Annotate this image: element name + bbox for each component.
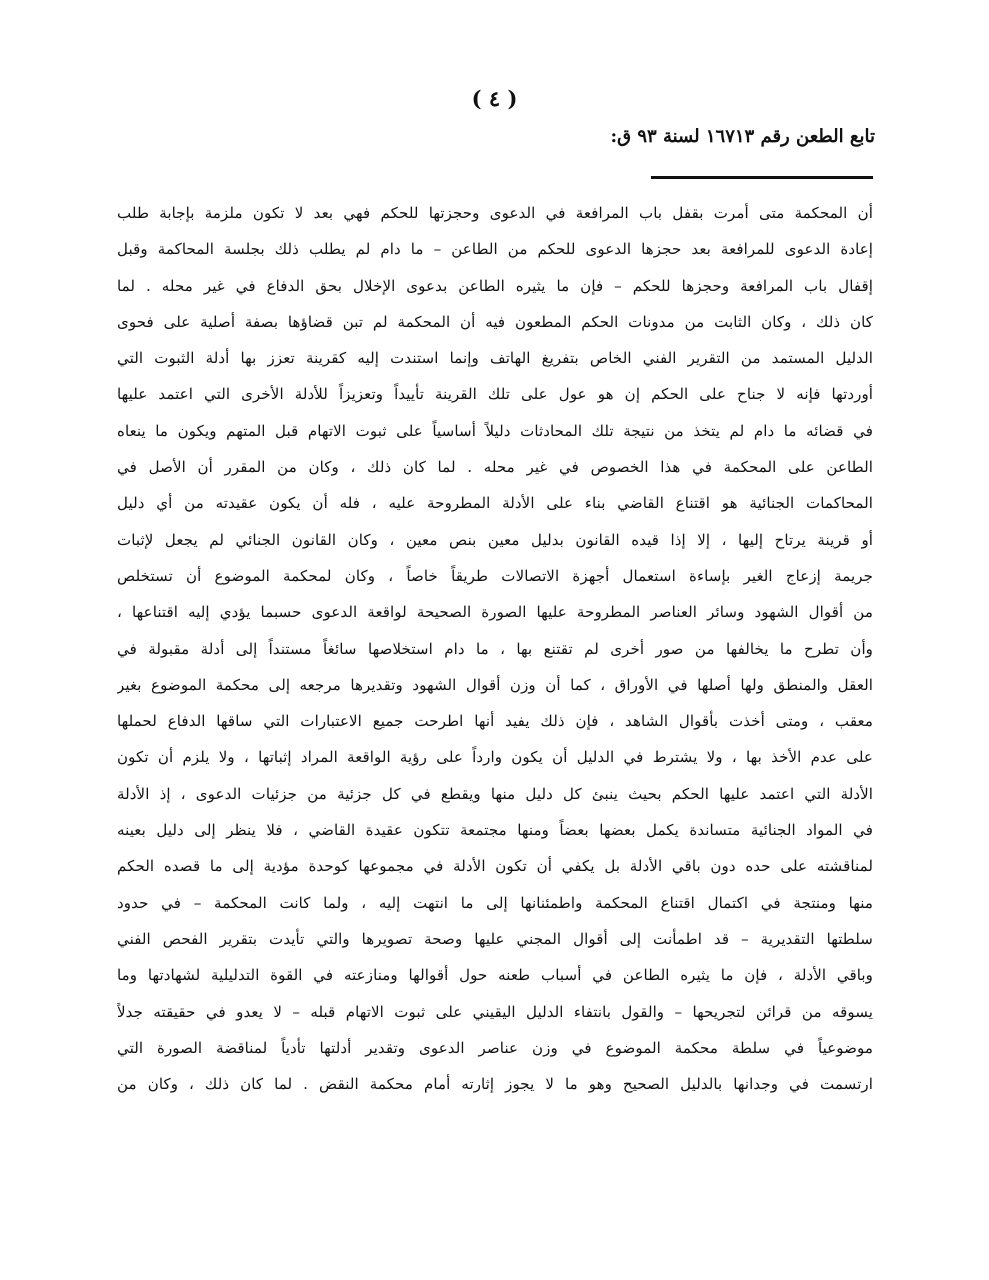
text-line: موضوعياً في سلطة محكمة الموضوع في وزن عناصر الدعوى وتقدير أدلتها تأدياً لمناقضة الصورة التي bbox=[117, 1038, 873, 1057]
text-line: الدليل المستمد من التقرير الفني الخاص بتفريغ الهاتف وإنما استندت إليه كقرينة تعزز بها أدلة الثبوت التي bbox=[117, 349, 873, 368]
text-line: سلطتها التقديرية – قد اطمأنت إلى أقوال المجني عليها وصحة تصويرها والتي تأيدت بتقرير الفحص الفني bbox=[117, 929, 873, 948]
text-line: وباقي الأدلة ، فإن ما يثيره الطاعن في أسباب طعنه حول أقوالها ومنازعته في القوة التدليلية لشهادتها وما bbox=[117, 966, 873, 985]
text-line: كان ذلك ، وكان الثابت من مدونات الحكم المطعون فيه أن المحكمة لم تبن قضاؤها بصفة أصلية على فحوى bbox=[117, 312, 873, 331]
case-heading: تابع الطعن رقم ١٦٧١٣ لسنة ٩٣ ق: bbox=[610, 126, 875, 147]
text-line: لمناقشته على حده دون باقي الأدلة بل يكفي أن تكون الأدلة في مجموعها كوحدة مؤدية إلى ما قصده الحكم bbox=[117, 857, 873, 876]
text-line: في المواد الجنائية متساندة يكمل بعضها بعضاً ومنها مجتمعة تتكون عقيدة القاضي ، فلا ينظر إلى دليل بعينه bbox=[117, 821, 873, 840]
text-line: في قضائه ما دام لم يتخذ من نتيجة تلك المحادثات دليلاً أساسياً على ثبوت الاتهام قبل المتهم ويكون ما ينعاه bbox=[117, 421, 873, 440]
heading-underline bbox=[651, 176, 873, 179]
text-line: من أقوال الشهود وسائر العناصر المطروحة عليها الصورة الصحيحة لواقعة الدعوى حسبما يؤدي إليه اقتناعها ، bbox=[117, 603, 873, 622]
text-line: المحاكمات الجنائية هو اقتناع القاضي بناء على الأدلة المطروحة عليه ، فله أن يكون عقيدته من أي دليل bbox=[117, 494, 873, 513]
text-line: معقب ، ومتى أخذت بأقوال الشاهد ، فإن ذلك يفيد أنها اطرحت جميع الاعتبارات التي ساقها الدفاع لحملها bbox=[117, 712, 873, 731]
text-line: أن المحكمة متى أمرت بقفل باب المرافعة في الدعوى وحجزتها للحكم فهي بعد لا تكون ملزمة بإجابة طلب bbox=[117, 204, 873, 222]
text-line: وأن تطرح ما يخالفها من صور أخرى لم تقتنع بها ، ما دام استخلاصها سائغاً مستنداً إلى أدلة مقبولة في bbox=[117, 639, 873, 658]
text-line: جريمة إزعاج الغير بإساءة استعمال أجهزة الاتصالات طريقاً خاصاً ، وكان لمحكمة الموضوع أن تستخلص bbox=[117, 566, 873, 585]
text-line: أو قرينة يرتاح إليها ، إلا إذا قيده القانون بدليل معين بنص معين ، وكان القانون الجنائي لم يجعل لإثبات bbox=[117, 530, 873, 549]
body-paragraph bbox=[117, 195, 873, 1102]
page-number: ( ٤ ) bbox=[471, 86, 518, 111]
text-line: أوردتها فإنه لا جناح على الحكم إن هو عول على تلك القرينة تأييداً وتعزيزاً للأدلة الأخرى التي اعتمد عليها bbox=[117, 385, 873, 404]
text-line: منها ومنتجة في اكتمال اقتناع المحكمة واطمئنانها إلى ما انتهت إليه ، ولما كانت المحكمة – في حدود bbox=[117, 893, 873, 912]
text-line: إقفال باب المرافعة وحجزها للحكم – فإن ما يثيره الطاعن بدعوى الإخلال بحق الدفاع في غير محله . لما bbox=[117, 276, 873, 295]
text-line: ارتسمت في وجدانها بالدليل الصحيح وهو ما لا يجوز إثارته أمام محكمة النقض . لما كان ذلك ، وكان من bbox=[117, 1075, 873, 1094]
text-line: الأدلة التي اعتمد عليها الحكم بحيث ينبئ كل دليل منها ويقطع في كل جزئية من جزئيات الدعوى ، إذ الأدلة bbox=[117, 784, 873, 803]
text-line: العقل والمنطق ولها أصلها في الأوراق ، كما أن وزن أقوال الشهود وتقديرها مرجعه إلى محكمة الموضوع بغير bbox=[117, 675, 873, 694]
text-line: الطاعن على المحكمة في هذا الخصوص في غير محله . لما كان ذلك ، وكان من المقرر أن الأصل في bbox=[117, 458, 873, 477]
text-line: على عدم الأخذ بها ، ولا يشترط في الدليل أن يكون وارداً على رؤية الواقعة المراد إثباتها ، ولا يلزم أن تكون bbox=[117, 748, 873, 767]
text-line: إعادة الدعوى للمرافعة بعد حجزها الدعوى للحكم من الطاعن – ما دام لم يطلب ذلك بجلسة المحاكمة وقبل bbox=[117, 240, 873, 259]
text-line: يسوقه من قرائن لتجريحها – والقول بانتفاء الدليل اليقيني على ثبوت الاتهام قبله – لا يعدو في حقيقته جدلاً bbox=[117, 1002, 873, 1021]
